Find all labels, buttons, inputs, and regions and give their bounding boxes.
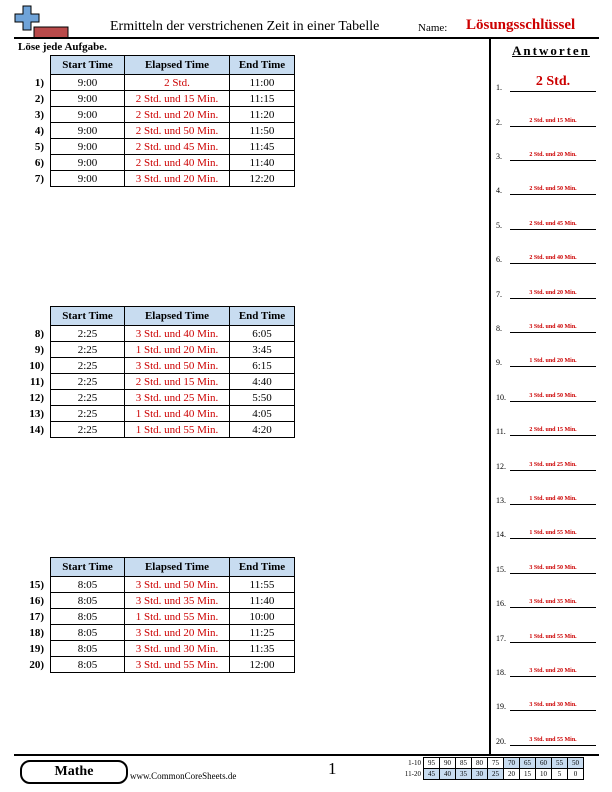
page-number: 1 bbox=[328, 759, 337, 778]
start-time-cell: 2:25 bbox=[51, 406, 125, 422]
start-time-cell: 9:00 bbox=[51, 75, 125, 91]
start-time-cell: 2:25 bbox=[51, 358, 125, 374]
end-time-cell: 6:15 bbox=[230, 358, 295, 374]
answer-text: 3 Std. und 50 Min. bbox=[510, 391, 596, 402]
elapsed-time-cell: 3 Std. und 40 Min. bbox=[125, 326, 230, 342]
answer-text: 1 Std. und 40 Min. bbox=[510, 494, 596, 505]
problem-number: 5) bbox=[34, 140, 44, 153]
problem-number: 14) bbox=[29, 423, 44, 436]
table-header-row bbox=[14, 307, 295, 326]
answer-text: 2 Std. und 15 Min. bbox=[510, 425, 596, 436]
problem-number: 11) bbox=[29, 375, 44, 388]
column-header: Start Time bbox=[51, 307, 125, 326]
table-row bbox=[14, 625, 295, 641]
answer-line-18: 18. 3 Std. und 20 Min. bbox=[496, 659, 596, 677]
answer-line-4: 4. 2 Std. und 50 Min. bbox=[496, 177, 596, 195]
problem-number: 17) bbox=[29, 610, 44, 623]
table-row bbox=[14, 657, 295, 673]
problem-number: 20) bbox=[29, 658, 44, 671]
elapsed-time-cell: 2 Std. und 15 Min. bbox=[125, 374, 230, 390]
answer-text: 3 Std. und 40 Min. bbox=[510, 322, 596, 333]
table-row bbox=[14, 641, 295, 657]
start-time-cell: 9:00 bbox=[51, 155, 125, 171]
end-time-cell: 12:20 bbox=[230, 171, 295, 187]
end-time-cell: 11:45 bbox=[230, 139, 295, 155]
table-row bbox=[14, 577, 295, 593]
answer-text: 3 Std. und 35 Min. bbox=[510, 597, 596, 608]
elapsed-time-cell: 2 Std. und 15 Min. bbox=[125, 91, 230, 107]
header-divider bbox=[14, 37, 599, 39]
end-time-cell: 11:40 bbox=[230, 155, 295, 171]
table-row bbox=[14, 123, 295, 139]
start-time-cell: 8:05 bbox=[51, 593, 125, 609]
answer-line-1: 1. 2 Std. bbox=[496, 74, 596, 92]
column-header: Start Time bbox=[51, 56, 125, 75]
score-row: 11-20 45 40 35 30 25 20 15 10 5 0 bbox=[394, 769, 584, 780]
table-row bbox=[14, 326, 295, 342]
elapsed-time-cell: 2 Std. und 50 Min. bbox=[125, 123, 230, 139]
column-header: Elapsed Time bbox=[125, 558, 230, 577]
start-time-cell: 8:05 bbox=[51, 657, 125, 673]
footer-divider bbox=[14, 754, 599, 756]
answer-line-15: 15. 3 Std. und 50 Min. bbox=[496, 556, 596, 574]
table-row bbox=[14, 609, 295, 625]
name-label: Name: bbox=[418, 22, 448, 34]
problem-number: 12) bbox=[29, 391, 44, 404]
problem-number: 10) bbox=[29, 359, 44, 372]
end-time-cell: 11:15 bbox=[230, 91, 295, 107]
table-row bbox=[14, 107, 295, 123]
elapsed-time-cell: 2 Std. und 45 Min. bbox=[125, 139, 230, 155]
answer-text: 2 Std. und 15 Min. bbox=[510, 116, 596, 127]
column-header: End Time bbox=[230, 56, 295, 75]
table-row bbox=[14, 406, 295, 422]
end-time-cell: 5:50 bbox=[230, 390, 295, 406]
problem-number: 19) bbox=[29, 642, 44, 655]
start-time-cell: 8:05 bbox=[51, 625, 125, 641]
table-row bbox=[14, 593, 295, 609]
answer-line-3: 3. 2 Std. und 20 Min. bbox=[496, 143, 596, 161]
plus-logo-icon bbox=[14, 5, 70, 39]
elapsed-time-cell: 3 Std. und 30 Min. bbox=[125, 641, 230, 657]
end-time-cell: 4:40 bbox=[230, 374, 295, 390]
problem-number: 8) bbox=[34, 327, 44, 340]
start-time-cell: 9:00 bbox=[51, 91, 125, 107]
answer-text: 3 Std. und 50 Min. bbox=[510, 563, 596, 574]
start-time-cell: 2:25 bbox=[51, 326, 125, 342]
answer-text: 3 Std. und 20 Min. bbox=[510, 666, 596, 677]
table-row bbox=[14, 358, 295, 374]
answer-text: 1 Std. und 20 Min. bbox=[510, 356, 596, 367]
answer-text: 2 Std. bbox=[510, 73, 596, 92]
problem-table-1 bbox=[14, 55, 295, 187]
answer-text: 2 Std. und 45 Min. bbox=[510, 219, 596, 230]
elapsed-time-cell: 2 Std. und 40 Min. bbox=[125, 155, 230, 171]
answer-line-20: 20. 3 Std. und 55 Min. bbox=[496, 728, 596, 746]
end-time-cell: 11:25 bbox=[230, 625, 295, 641]
answer-line-19: 19. 3 Std. und 30 Min. bbox=[496, 693, 596, 711]
problem-number: 13) bbox=[29, 407, 44, 420]
answer-line-6: 6. 2 Std. und 40 Min. bbox=[496, 246, 596, 264]
answer-text: 3 Std. und 55 Min. bbox=[510, 735, 596, 746]
table-row bbox=[14, 139, 295, 155]
start-time-cell: 8:05 bbox=[51, 577, 125, 593]
answer-line-9: 9. 1 Std. und 20 Min. bbox=[496, 349, 596, 367]
score-range-label: 1-10 bbox=[408, 759, 421, 767]
column-header: Start Time bbox=[51, 558, 125, 577]
table-row bbox=[14, 91, 295, 107]
end-time-cell: 3:45 bbox=[230, 342, 295, 358]
problem-table-2 bbox=[14, 306, 295, 438]
end-time-cell: 4:05 bbox=[230, 406, 295, 422]
column-header: End Time bbox=[230, 558, 295, 577]
answers-heading: Antworten bbox=[512, 43, 590, 58]
elapsed-time-cell: 3 Std. und 35 Min. bbox=[125, 593, 230, 609]
end-time-cell: 4:20 bbox=[230, 422, 295, 438]
end-time-cell: 6:05 bbox=[230, 326, 295, 342]
elapsed-time-cell: 1 Std. und 20 Min. bbox=[125, 342, 230, 358]
answer-line-12: 12. 3 Std. und 25 Min. bbox=[496, 453, 596, 471]
table-header-row bbox=[14, 56, 295, 75]
elapsed-time-cell: 1 Std. und 55 Min. bbox=[125, 609, 230, 625]
end-time-cell: 11:20 bbox=[230, 107, 295, 123]
end-time-cell: 11:00 bbox=[230, 75, 295, 91]
problem-number: 3) bbox=[34, 108, 44, 121]
column-header: Elapsed Time bbox=[125, 307, 230, 326]
answer-line-17: 17. 1 Std. und 55 Min. bbox=[496, 625, 596, 643]
start-time-cell: 9:00 bbox=[51, 107, 125, 123]
problem-number: 1) bbox=[34, 76, 44, 89]
table-row bbox=[14, 155, 295, 171]
start-time-cell: 9:00 bbox=[51, 171, 125, 187]
start-time-cell: 2:25 bbox=[51, 342, 125, 358]
instructions: Löse jede Aufgabe. bbox=[18, 41, 107, 53]
answer-text: 1 Std. und 55 Min. bbox=[510, 528, 596, 539]
answer-text: 3 Std. und 30 Min. bbox=[510, 700, 596, 711]
start-time-cell: 2:25 bbox=[51, 422, 125, 438]
start-time-cell: 9:00 bbox=[51, 139, 125, 155]
problem-number: 6) bbox=[34, 156, 44, 169]
end-time-cell: 10:00 bbox=[230, 609, 295, 625]
page-title: Ermitteln der verstrichenen Zeit in einer Tabelle bbox=[110, 19, 380, 34]
answer-line-13: 13. 1 Std. und 40 Min. bbox=[496, 487, 596, 505]
answer-text: 1 Std. und 55 Min. bbox=[510, 632, 596, 643]
answer-line-7: 7. 3 Std. und 20 Min. bbox=[496, 281, 596, 299]
end-time-cell: 12:00 bbox=[230, 657, 295, 673]
problem-table-3 bbox=[14, 557, 295, 673]
answer-line-11: 11. 2 Std. und 15 Min. bbox=[496, 418, 596, 436]
table-row bbox=[14, 171, 295, 187]
problem-number: 16) bbox=[29, 594, 44, 607]
answer-line-5: 5. 2 Std. und 45 Min. bbox=[496, 212, 596, 230]
table-row bbox=[14, 390, 295, 406]
score-row: 1-10 95 90 85 80 75 70 65 60 55 50 bbox=[394, 758, 584, 769]
answer-text: 2 Std. und 40 Min. bbox=[510, 253, 596, 264]
elapsed-time-cell: 3 Std. und 50 Min. bbox=[125, 577, 230, 593]
table-row bbox=[14, 422, 295, 438]
table-header-row bbox=[14, 558, 295, 577]
subject-badge: Mathe bbox=[20, 760, 128, 784]
start-time-cell: 2:25 bbox=[51, 390, 125, 406]
elapsed-time-cell: 3 Std. und 50 Min. bbox=[125, 358, 230, 374]
answer-text: 3 Std. und 20 Min. bbox=[510, 288, 596, 299]
problem-number: 9) bbox=[34, 343, 44, 356]
problem-number: 18) bbox=[29, 626, 44, 639]
answer-line-8: 8. 3 Std. und 40 Min. bbox=[496, 315, 596, 333]
end-time-cell: 11:35 bbox=[230, 641, 295, 657]
answer-text: 2 Std. und 20 Min. bbox=[510, 150, 596, 161]
column-header: Elapsed Time bbox=[125, 56, 230, 75]
elapsed-time-cell: 2 Std. und 20 Min. bbox=[125, 107, 230, 123]
elapsed-time-cell: 1 Std. und 55 Min. bbox=[125, 422, 230, 438]
table-row bbox=[14, 75, 295, 91]
score-range-label: 11-20 bbox=[404, 770, 421, 778]
answer-column-divider bbox=[489, 37, 491, 754]
elapsed-time-cell: 1 Std. und 40 Min. bbox=[125, 406, 230, 422]
answer-line-14: 14. 1 Std. und 55 Min. bbox=[496, 521, 596, 539]
start-time-cell: 8:05 bbox=[51, 641, 125, 657]
column-header: End Time bbox=[230, 307, 295, 326]
table-row bbox=[14, 374, 295, 390]
answer-line-16: 16. 3 Std. und 35 Min. bbox=[496, 590, 596, 608]
elapsed-time-cell: 3 Std. und 20 Min. bbox=[125, 625, 230, 641]
site-url: www.CommonCoreSheets.de bbox=[130, 771, 237, 781]
problem-number: 4) bbox=[34, 124, 44, 137]
end-time-cell: 11:55 bbox=[230, 577, 295, 593]
start-time-cell: 8:05 bbox=[51, 609, 125, 625]
problem-number: 2) bbox=[34, 92, 44, 105]
answer-text: 2 Std. und 50 Min. bbox=[510, 184, 596, 195]
elapsed-time-cell: 3 Std. und 25 Min. bbox=[125, 390, 230, 406]
table-row bbox=[14, 342, 295, 358]
problem-number: 7) bbox=[34, 172, 44, 185]
elapsed-time-cell: 2 Std. bbox=[125, 75, 230, 91]
answer-line-2: 2. 2 Std. und 15 Min. bbox=[496, 109, 596, 127]
score-table bbox=[394, 757, 584, 780]
answer-text: 3 Std. und 25 Min. bbox=[510, 460, 596, 471]
answer-key-label: Lösungsschlüssel bbox=[466, 17, 576, 33]
elapsed-time-cell: 3 Std. und 20 Min. bbox=[125, 171, 230, 187]
problem-number: 15) bbox=[29, 578, 44, 591]
elapsed-time-cell: 3 Std. und 55 Min. bbox=[125, 657, 230, 673]
start-time-cell: 2:25 bbox=[51, 374, 125, 390]
end-time-cell: 11:40 bbox=[230, 593, 295, 609]
end-time-cell: 11:50 bbox=[230, 123, 295, 139]
start-time-cell: 9:00 bbox=[51, 123, 125, 139]
answer-line-10: 10. 3 Std. und 50 Min. bbox=[496, 384, 596, 402]
